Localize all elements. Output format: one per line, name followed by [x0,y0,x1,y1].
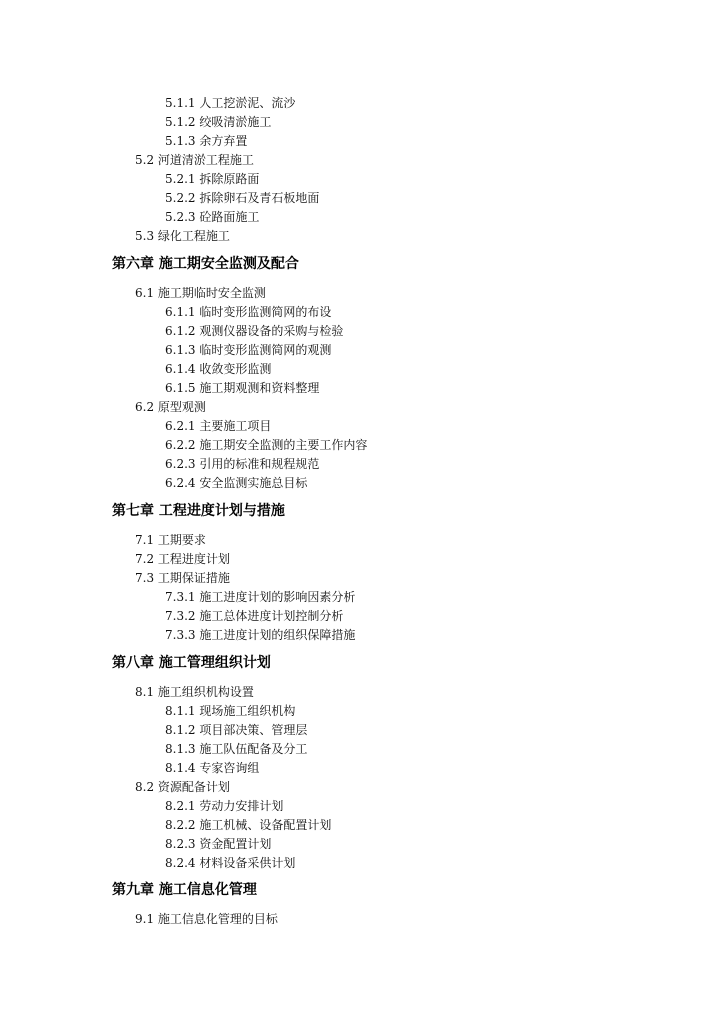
toc-entry: 5.1.1 人工挖淤泥、流沙 [165,96,296,110]
toc-entry: 6.1 施工期临时安全监测 [135,286,266,300]
toc-entry: 7.2 工程进度计划 [135,552,230,566]
toc-entry: 8.1.3 施工队伍配备及分工 [165,742,308,756]
toc-entry: 8.2 资源配备计划 [135,780,230,794]
toc-entry: 7.1 工期要求 [135,533,206,547]
toc-entry: 5.2.2 拆除卵石及青石板地面 [165,191,320,205]
toc-entry: 6.1.4 收敛变形监测 [165,362,272,376]
toc-entry: 6.2.1 主要施工项目 [165,419,272,433]
chapter-heading: 第七章 工程进度计划与措施 [112,503,285,519]
chapter-heading: 第六章 施工期安全监测及配合 [112,256,299,272]
toc-entry: 5.2 河道清淤工程施工 [135,153,254,167]
toc-entry: 8.2.2 施工机械、设备配置计划 [165,818,332,832]
toc-entry: 5.1.3 余方弃置 [165,134,248,148]
toc-entry: 8.2.4 材料设备采供计划 [165,856,296,870]
toc-entry: 6.1.2 观测仪器设备的采购与检验 [165,324,344,338]
toc-entry: 6.1.1 临时变形监测简网的布设 [165,305,332,319]
toc-entry: 7.3 工期保证措施 [135,571,230,585]
toc-entry: 6.2.2 施工期安全监测的主要工作内容 [165,438,368,452]
toc-entry: 8.1.2 项目部决策、管理层 [165,723,308,737]
toc-entry: 6.1.3 临时变形监测简网的观测 [165,343,332,357]
toc-entry: 7.3.1 施工进度计划的影响因素分析 [165,590,356,604]
toc-entry: 8.2.3 资金配置计划 [165,837,272,851]
toc-entry: 5.2.3 砼路面施工 [165,210,260,224]
toc-entry: 8.1 施工组织机构设置 [135,685,254,699]
toc-entry: 6.1.5 施工期观测和资料整理 [165,381,320,395]
toc-entry: 8.1.1 现场施工组织机构 [165,704,296,718]
chapter-heading: 第八章 施工管理组织计划 [112,655,271,671]
toc-entry: 5.1.2 绞吸清淤施工 [165,115,272,129]
toc-entry: 8.1.4 专家咨询组 [165,761,260,775]
toc-entry: 7.3.3 施工进度计划的组织保障措施 [165,628,356,642]
chapter-heading: 第九章 施工信息化管理 [112,882,257,898]
toc-entry: 6.2 原型观测 [135,400,206,414]
toc-entry: 6.2.3 引用的标准和规程规范 [165,457,320,471]
toc-entry: 5.2.1 拆除原路面 [165,172,260,186]
toc-entry: 6.2.4 安全监测实施总目标 [165,476,308,490]
toc-entry: 7.3.2 施工总体进度计划控制分析 [165,609,344,623]
toc-entry: 5.3 绿化工程施工 [135,229,230,243]
toc-entry: 8.2.1 劳动力安排计划 [165,799,284,813]
toc-entry: 9.1 施工信息化管理的目标 [135,912,278,926]
